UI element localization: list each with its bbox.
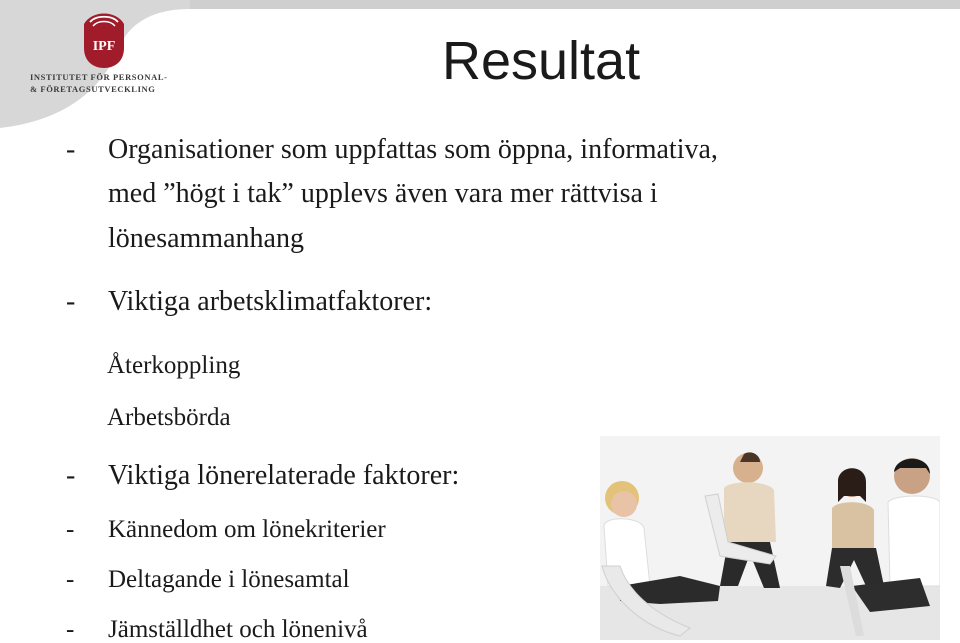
sub-item-aterkoppling: Återkoppling (107, 352, 241, 379)
ipf-logo (30, 8, 200, 98)
bullet-dash: - (66, 460, 76, 491)
bullet-1-line-2: med ”högt i tak” upplevs även vara mer rättvisa i (108, 178, 658, 209)
bullet-2-text: Viktiga arbetsklimatfaktorer: (108, 286, 433, 317)
logo-text-line-1: INSTITUTET FÖR PERSONAL- (30, 72, 168, 82)
bullet-5-text: Deltagande i lönesamtal (108, 566, 350, 593)
bullet-1-line-1: Organisationer som uppfattas som öppna, informativa, (108, 134, 718, 165)
bullet-5 (66, 567, 350, 592)
bullet-dash: - (66, 286, 76, 317)
ipf-seal-icon (80, 8, 128, 70)
bullet-1-line-3: lönesammanhang (108, 223, 304, 254)
bullet-dash: - (66, 616, 75, 643)
bullet-4-text: Kännedom om lönekriterier (108, 516, 386, 543)
bullet-3 (66, 462, 459, 490)
seal-text: IPF (92, 39, 116, 54)
bullet-1 (66, 136, 718, 164)
bullet-6-text: Jämställdhet och lönenivå (108, 616, 368, 643)
slide-title: Resultat (442, 31, 641, 91)
bullet-dash: - (66, 566, 75, 593)
group-discussion-photo (600, 436, 940, 640)
bullet-4 (66, 517, 386, 542)
top-bar (190, 0, 960, 9)
bullet-3-text: Viktiga lönerelaterade faktorer: (108, 460, 460, 491)
logo-text-line-2: & FÖRETAGSUTVECKLING (30, 84, 156, 94)
bullet-dash: - (66, 516, 75, 543)
bullet-dash: - (66, 134, 76, 165)
bullet-2 (66, 288, 432, 316)
sub-item-arbetsborda: Arbetsbörda (107, 404, 231, 431)
bullet-6 (66, 617, 368, 642)
